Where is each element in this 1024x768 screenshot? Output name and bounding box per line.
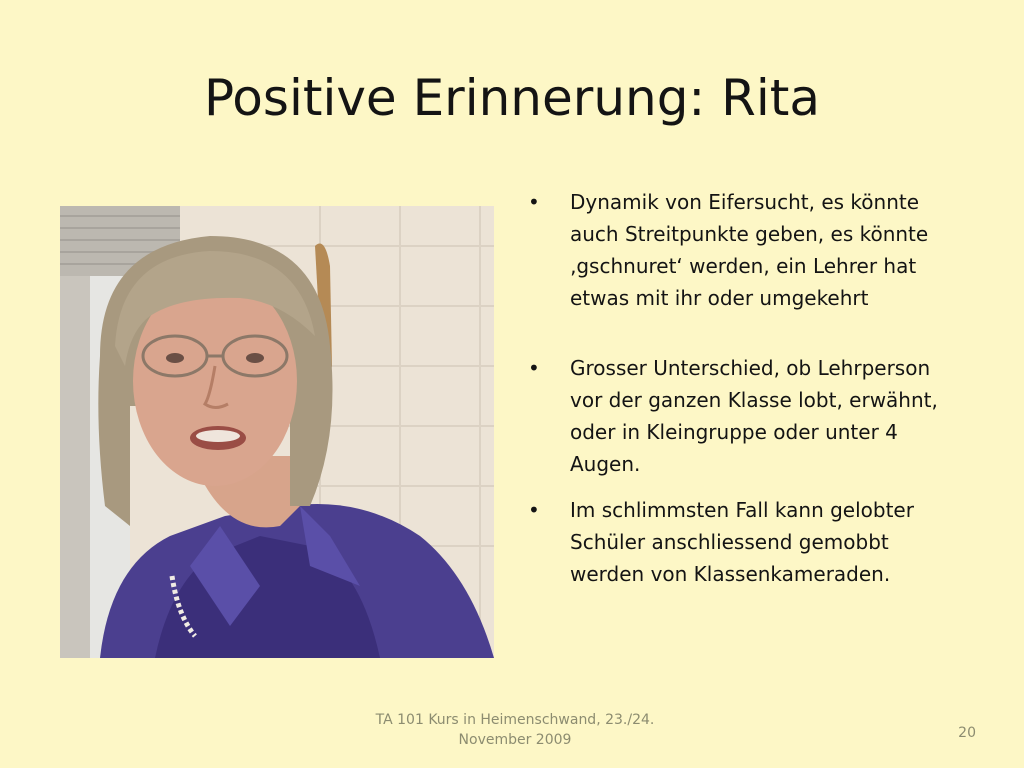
bullet-item: [528, 186, 968, 314]
bullet-marker: •: [528, 190, 540, 214]
bullet-item: [528, 494, 968, 590]
bullet-marker: •: [528, 498, 540, 522]
bullet-text: Grosser Unterschied, ob Lehrperson vor der ganzen Klasse lobt, erwähnt, oder in Kleingruppe oder unter 4 Augen.: [570, 356, 938, 476]
slide-title: Positive Erinnerung: Rita: [203, 69, 821, 127]
portrait-photo: [60, 206, 494, 658]
bullet-marker: •: [528, 356, 540, 380]
bullet-item: [528, 352, 968, 480]
page-number: 20: [958, 725, 976, 741]
footer-text: TA 101 Kurs in Heimenschwand, 23./24. November 2009: [375, 712, 655, 748]
bullet-text: Im schlimmsten Fall kann gelobter Schüler anschliessend gemobbt werden von Klassenkameraden.: [570, 498, 914, 586]
bullet-list: [528, 186, 968, 590]
bullet-text: Dynamik von Eifersucht, es könnte auch Streitpunkte geben, es könnte ‚gschnuret‘ werden, ein Lehrer hat etwas mit ihr oder umgekehrt: [570, 190, 929, 310]
